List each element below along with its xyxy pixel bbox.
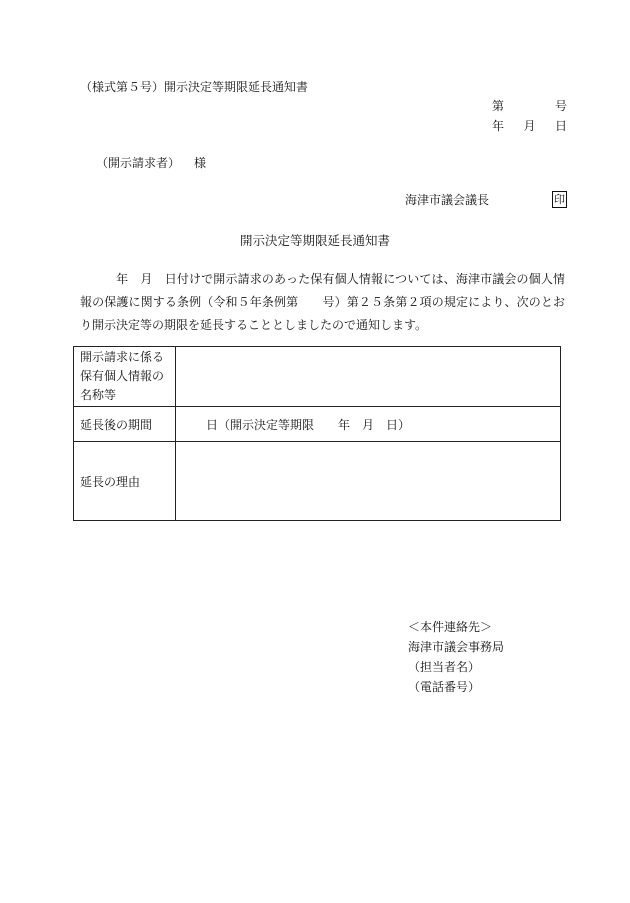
form-number: （様式第５号）開示決定等期限延長通知書 bbox=[80, 80, 309, 94]
date-year: 年 bbox=[492, 119, 505, 133]
issue-date bbox=[492, 120, 567, 132]
notice-table bbox=[73, 346, 561, 521]
info-name-label-line2: 保有個人情報の bbox=[80, 369, 165, 383]
info-name-label-line3: 名称等 bbox=[80, 388, 117, 402]
body-line-2: 情報の保護に関する条例（令和５年条例第 号）第２５条第２項の規定により、次の bbox=[80, 272, 565, 309]
body-paragraph bbox=[80, 268, 565, 337]
contact-phone: （電話番号） bbox=[408, 680, 481, 694]
recipient-name: （開示請求者） bbox=[96, 156, 181, 170]
table-row-extended-period bbox=[74, 407, 561, 442]
recipient bbox=[96, 157, 206, 169]
contact-heading: ＜本件連絡先＞ bbox=[408, 620, 493, 634]
seal-mark: 印 bbox=[554, 193, 565, 206]
table-row-info-name bbox=[74, 347, 561, 407]
sender-name: 海津市議会議長 bbox=[405, 193, 490, 207]
recipient-honorific: 様 bbox=[194, 156, 207, 170]
date-day: 日 bbox=[554, 119, 567, 133]
table-row-extension-reason bbox=[74, 442, 561, 521]
document-number bbox=[492, 100, 567, 112]
date-month: 月 bbox=[523, 119, 536, 133]
doc-number-prefix: 第 bbox=[492, 99, 505, 113]
extension-reason-label: 延長の理由 bbox=[74, 442, 176, 521]
extended-period-label: 延長後の期間 bbox=[74, 407, 176, 442]
body-line-1: 年 月 日付けで開示請求のあった保有個人情報については、海津市議会の個人 bbox=[116, 272, 553, 286]
body-line-3: とおり開示決定等の期限を延長することとしましたので通知します。 bbox=[80, 295, 565, 332]
info-name-value bbox=[176, 347, 561, 407]
contact-office: 海津市議会事務局 bbox=[408, 640, 505, 654]
extension-reason-value bbox=[176, 442, 561, 521]
document-title: 開示決定等期限延長通知書 bbox=[239, 233, 390, 248]
contact-block bbox=[408, 617, 504, 697]
extended-period-value: 日（開示決定等期限 年 月 日） bbox=[176, 407, 561, 442]
doc-number-suffix: 号 bbox=[554, 99, 567, 113]
info-name-label-line1: 開示請求に係る bbox=[80, 350, 165, 364]
info-name-label bbox=[74, 347, 176, 407]
contact-person: （担当者名） bbox=[408, 660, 481, 674]
